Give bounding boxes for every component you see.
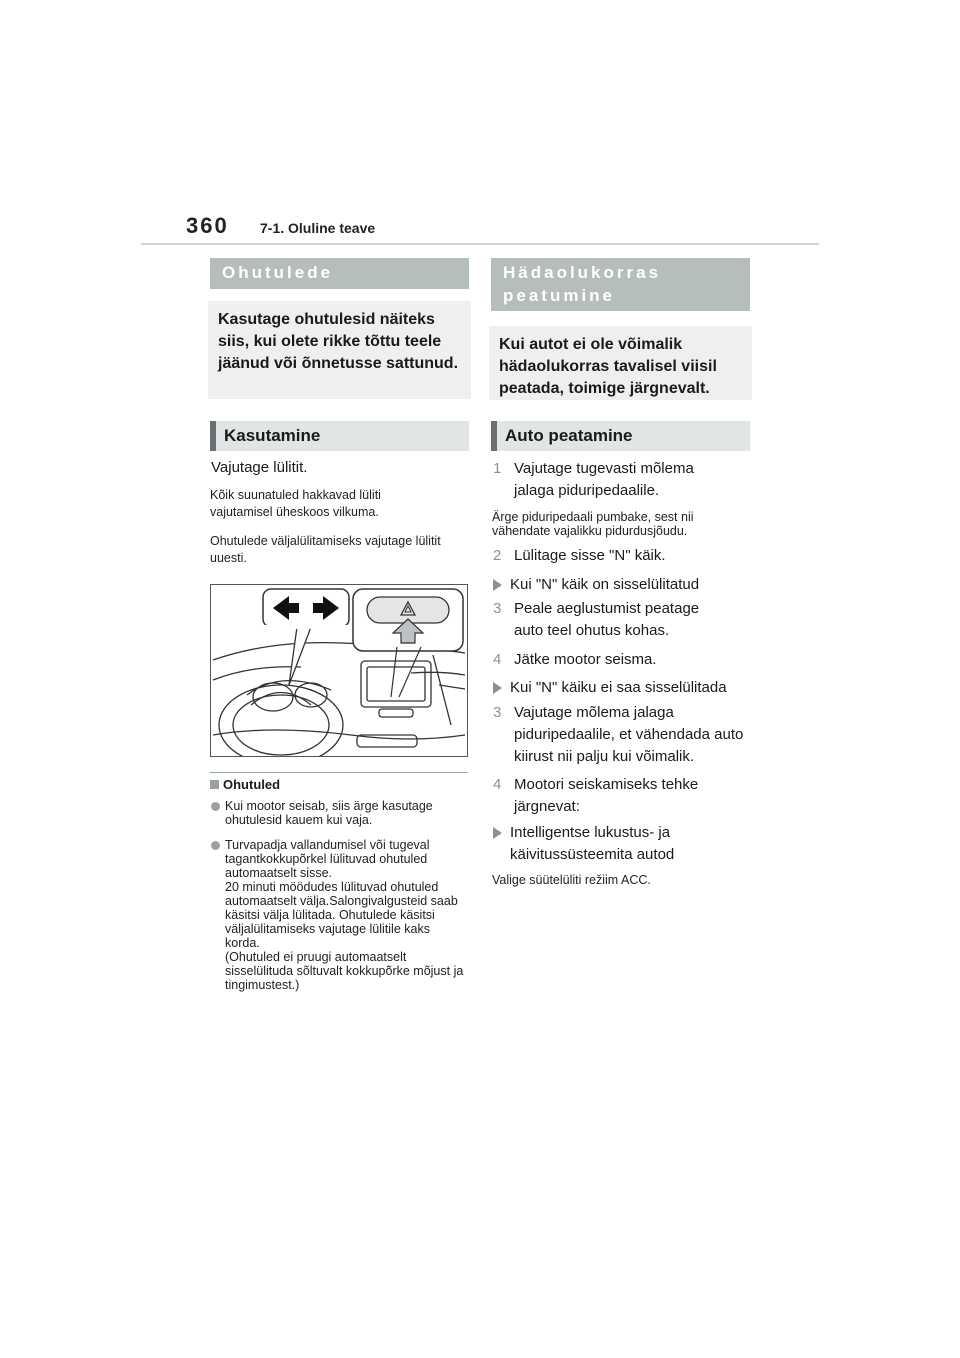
note-text: Turvapadja vallandumisel või tugeval tagantkokkupõrkel lülituvad ohutuled automaatselt sisse. 20 minuti möödudes lülituvad ohutuled automaatselt välja.Salongivalgusteid saab käsitsi välja lülitada. Ohutulede käsitsi väljalülitamiseks vajutage lülitile kaks korda. (Ohutuled ei pruugi automaatselt sisselülituda sõltuvalt kokkupõrke mõjust ja tingimustest.): [225, 838, 464, 992]
header-divider: [141, 243, 819, 245]
step-4a: [493, 649, 743, 671]
condition-text: Kui "N" käik on sisselülitatud: [510, 576, 700, 593]
notes-heading: [210, 777, 280, 792]
step-text: Vajutage tugevasti mõlema jalaga piduripedaalile.: [514, 460, 694, 499]
triangle-bullet-icon: [493, 579, 502, 591]
dashboard-drawing: [211, 585, 467, 756]
subhead-usage-label: Kasutamine: [224, 426, 321, 445]
intro-hazard-lights-text: Kasutage ohutulesid näiteks siis, kui olete rikke tõttu teele jäänud või õnnetusse sattunud.: [218, 311, 459, 372]
subhead-stopping-label: Auto peatamine: [505, 426, 633, 445]
condition-neutral-engaged: [493, 574, 748, 596]
warning-no-pumping: Ärge piduripedaali pumbake, sest nii vähendate vajalikku pidurdusjõudu.: [492, 510, 694, 538]
banner-hazard-lights: [210, 258, 469, 289]
step-text: Peale aeglustumist peatage auto teel ohutus kohas.: [514, 600, 700, 639]
condition-text: Kui "N" käiku ei saa sisselülitada: [510, 679, 727, 696]
triangle-bullet-icon: [493, 827, 502, 839]
step-text: Vajutage mõlema jalaga piduripedaalile, et vähendada auto kiirust nii palju kui võimalik.: [514, 704, 744, 765]
step-4b: [493, 774, 723, 818]
hazard-switch-illustration: [210, 584, 468, 757]
final-instruction: Valige süütelüliti režiim ACC.: [492, 873, 651, 887]
step-number: 1: [493, 460, 502, 477]
step-text: Lülitage sisse "N" käik.: [514, 547, 666, 564]
round-bullet-icon: [211, 802, 220, 811]
step-2: [493, 545, 743, 567]
banner-emergency-stop-label: Hädaolukorras peatumine: [503, 263, 662, 305]
note-text: Kui mootor seisab, siis ärge kasutage ohutulesid kauem kui vaja.: [225, 799, 433, 827]
square-bullet-icon: [210, 780, 219, 789]
banner-hazard-lights-label: Ohutulede: [222, 263, 334, 282]
para-turn-off: Ohutulede väljalülitamiseks vajutage lülitit uuesti.: [210, 534, 441, 565]
banner-emergency-stop: [491, 258, 750, 311]
step-text: Jätke mootor seisma.: [514, 651, 657, 668]
notes-divider: [210, 772, 468, 773]
triangle-bullet-icon: [493, 682, 502, 694]
step-text: Mootori seiskamiseks tehke järgnevat:: [514, 776, 699, 815]
condition-no-smart-key: [493, 822, 703, 866]
page-number: 360: [186, 213, 229, 238]
subhead-stopping: [491, 421, 750, 451]
condition-text: Intelligentse lukustus- ja käivitussüsteemita autod: [510, 824, 675, 863]
note-bullet: [211, 838, 467, 992]
intro-emergency-stop: [489, 326, 752, 400]
step-number: 3: [493, 600, 502, 617]
intro-hazard-lights: [208, 301, 471, 399]
step-3b: [493, 702, 748, 768]
intro-emergency-stop-text: Kui autot ei ole võimalik hädaolukorras tavalisel viisil peatada, toimige järgnevalt.: [499, 336, 717, 397]
step-number: 3: [493, 704, 502, 721]
step-number: 2: [493, 547, 502, 564]
step-3a: [493, 598, 723, 642]
step-1: [493, 458, 733, 502]
step-number: 4: [493, 651, 502, 668]
note-bullet: [211, 799, 467, 827]
section-title: 7-1. Oluline teave: [260, 220, 376, 236]
instruction-press-switch: Vajutage lülitit.: [211, 459, 308, 476]
condition-neutral-unavailable: [493, 677, 753, 699]
notes-heading-label: Ohutuled: [223, 777, 281, 792]
step-number: 4: [493, 776, 502, 793]
round-bullet-icon: [211, 841, 220, 850]
subhead-usage: [210, 421, 469, 451]
para-signals-flash: Kõik suunatuled hakkavad lüliti vajutamisel üheskoos vilkuma.: [210, 488, 381, 519]
